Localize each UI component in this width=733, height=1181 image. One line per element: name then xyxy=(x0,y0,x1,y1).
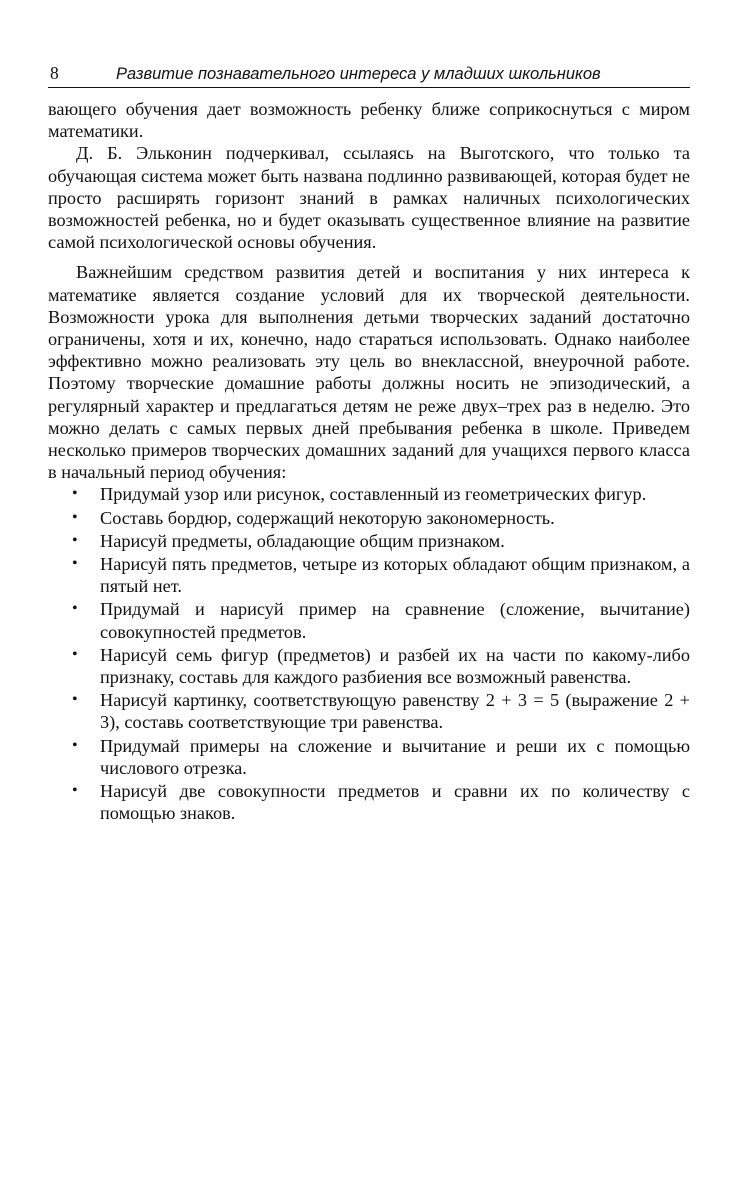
list-item-text: Нарисуй предметы, обладающие общим признаком. xyxy=(100,530,505,551)
list-item xyxy=(48,780,690,824)
list-item xyxy=(48,507,690,529)
bullet-icon: • xyxy=(72,531,78,549)
list-item xyxy=(48,598,690,642)
list-item-text: Придумай узор или рисунок, составленный из геометрических фигур. xyxy=(100,484,647,505)
list-item-text: Нарисуй семь фигур (предметов) и разбей их на части по какому-либо признаку, составь для каждого разбиения все возможный равенства. xyxy=(100,644,690,688)
bullet-icon: • xyxy=(72,736,78,754)
paragraph-creative-activity: Важнейшим средством развития детей и воспитания у них интереса к математике является создание условий для их творческой деятельности. Возможности урока для выполнения детьми творческих заданий достаточно ограничены, хотя и их, конечно, надо стараться использовать. Однако наиболее эффективно можно реализовать эту цель во внеклассной, внеурочной работе. Поэтому творческие домашние работы должны носить не эпизодический, а регулярный характер и предлагаться детям не реже двух–трех раз в неделю. Это можно делать с самых первых дней пребывания ребенка в школе. Приведем несколько примеров творческих домашних заданий для учащихся первого класса в начальный период обучения: xyxy=(48,262,690,483)
paragraph-elkonin: Д. Б. Эльконин подчеркивал, ссылаясь на Выготского, что только та обучающая система может быть названа подлинно развивающей, которая будет не просто расширять горизонт знаний в рамках наличных психологических возможностей ребенка, но и будет оказывать существенное влияние на развитие самой психологической основы обучения. xyxy=(48,143,690,253)
list-item-text: Нарисуй пять предметов, четыре из которых обладают общим признаком, а пятый нет. xyxy=(100,554,690,597)
list-item-text: Нарисуй две совокупности предметов и сравни их по количеству с помощью знаков. xyxy=(100,781,690,824)
list-item xyxy=(48,553,690,597)
bullet-icon: • xyxy=(72,508,78,526)
list-item xyxy=(48,644,690,688)
homework-task-list xyxy=(48,483,690,824)
book-page xyxy=(48,62,690,826)
bullet-icon: • xyxy=(72,600,78,618)
body-text xyxy=(48,98,690,825)
bullet-icon: • xyxy=(72,485,78,503)
bullet-icon: • xyxy=(72,691,78,709)
bullet-icon: • xyxy=(72,555,78,573)
list-item-text: Нарисуй картинку, соответствующую равенству 2 + 3 = 5 (выражение 2 + 3), составь соответствующие три равенства. xyxy=(100,690,690,733)
running-title: Развитие познавательного интереса у младших школьников xyxy=(116,65,601,83)
list-item xyxy=(48,735,690,779)
page-number: 8 xyxy=(50,63,59,83)
list-item xyxy=(48,689,690,733)
bullet-icon: • xyxy=(72,645,78,663)
running-head xyxy=(48,62,690,88)
list-item-text: Придумай примеры на сложение и вычитание и реши их с помощью числового отрезка. xyxy=(100,735,690,778)
list-item xyxy=(48,530,690,552)
list-item-text: Придумай и нарисуй пример на сравнение (сложение, вычитание) совокупностей предметов. xyxy=(100,599,690,642)
list-item-text: Составь бордюр, содержащий некоторую закономерность. xyxy=(100,507,555,528)
bullet-icon: • xyxy=(72,782,78,800)
paragraph-continuation: вающего обучения дает возможность ребенку ближе соприкоснуться с миром математики. xyxy=(48,99,690,142)
list-item xyxy=(48,483,690,505)
